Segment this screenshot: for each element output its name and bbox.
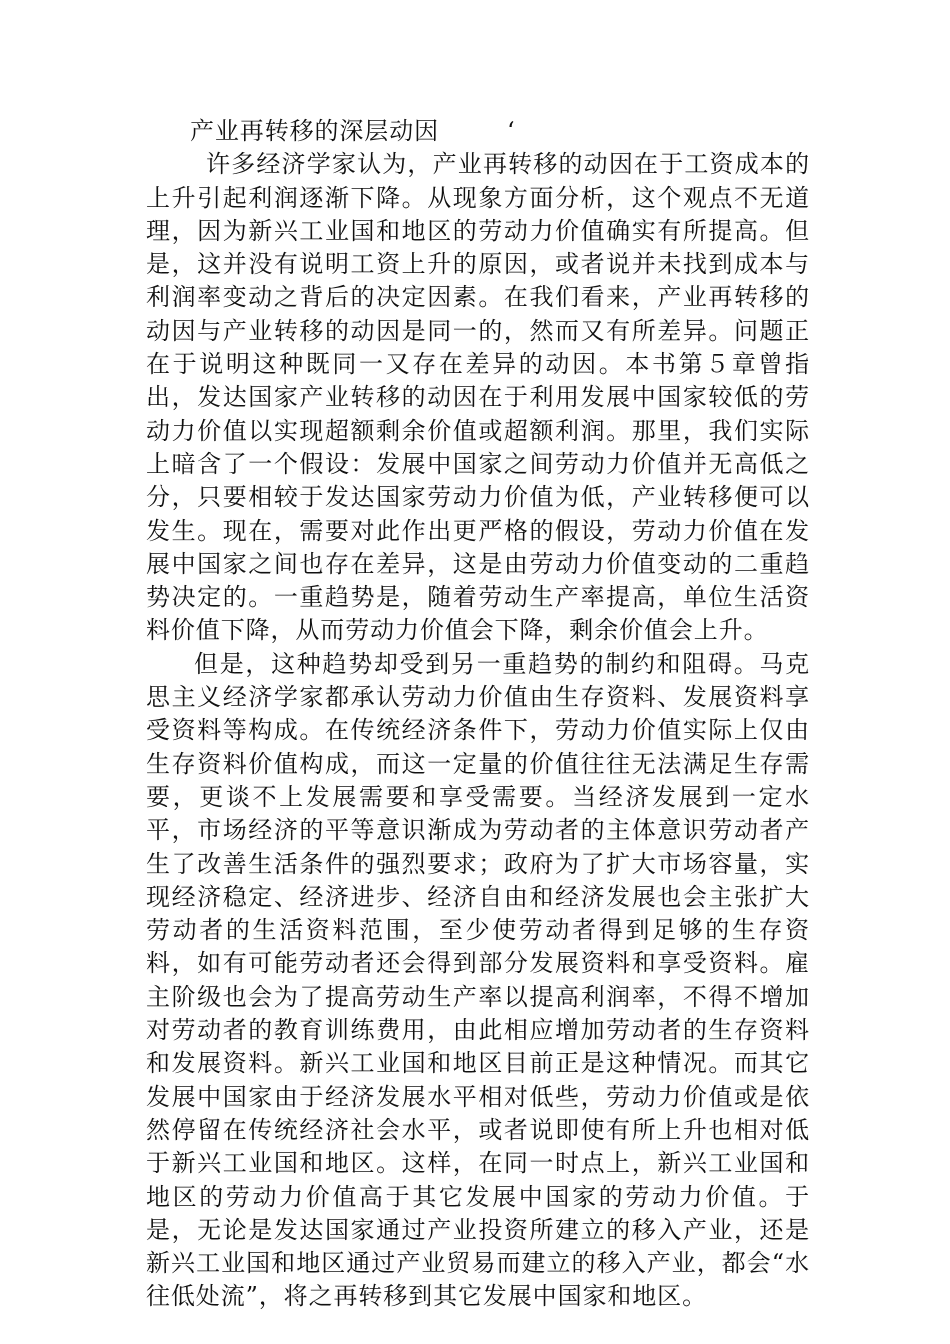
- section-heading: [146, 115, 810, 148]
- paragraph-1: 许多经济学家认为，产业再转移的动因在于工资成本的上升引起利润逐渐下降。从现象方面分析，这个观点不无道理，因为新兴工业国和地区的劳动力价值确实有所提高。但是，这并没有说明工资上升的原因，或者说并未找到成本与利润率变动之背后的决定因素。在我们看来，产业再转移的动因与产业转移的动因是同一的，然而又有所差异。问题正在于说明这种既同一又存在差异的动因。本书第５章曾指出，发达国家产业转移的动因在于利用发展中国家较低的劳动力价值以实现超额剩余价值或超额利润。那里，我们实际上暗含了一个假设：发展中国家之间劳动力价值并无高低之分，只要相较于发达国家劳动力价值为低，产业转移便可以发生。现在，需要对此作出更严格的假设，劳动力价值在发展中国家之间也存在差异，这是由劳动力价值变动的二重趋势决定的。一重趋势是，随着劳动生产率提高，单位生活资料价值下降，从而劳动力价值会下降，剩余价值会上升。: [146, 150, 810, 645]
- section-title: 产业再转移的深层动因: [190, 117, 439, 145]
- paragraph-2: 但是，这种趋势却受到另一重趋势的制约和阻碍。马克思主义经济学家都承认劳动力价值由生存资料、发展资料享受资料等构成。在传统经济条件下，劳动力价值实际上仅由生存资料价值构成，而这一定量的价值往往无法满足生存需要，更谈不上发展需要和享受需要。当经济发展到一定水平，市场经济的平等意识渐成为劳动者的主体意识劳动者产生了改善生活条件的强烈要求；政府为了扩大市场容量，实现经济稳定、经济进步、经济自由和经济发展也会主张扩大劳动者的生活资料范围，至少使劳动者得到足够的生存资料，如有可能劳动者还会得到部分发展资料和享受资料。雇主阶级也会为了提高劳动生产率以提高利润率，不得不增加对劳动者的教育训练费用，由此相应增加劳动者的生存资料和发展资料。新兴工业国和地区目前正是这种情况。而其它发展中国家由于经济发展水平相对低些，劳动力价值或是依然停留在传统经济社会水平，或者说即使有所上升也相对低于新兴工业国和地区。这样，在同一时点上，新兴工业国和地区的劳动力价值高于其它发展中国家的劳动力价值。于是，无论是发达国家通过产业投资所建立的移入产业，还是新兴工业国和地区通过产业贸易而建立的移入产业，都会“水往低处流”，将之再转移到其它发展中国家和地区。: [146, 649, 810, 1311]
- stray-quote-mark: ‘: [507, 117, 516, 145]
- document-body: [146, 115, 810, 1314]
